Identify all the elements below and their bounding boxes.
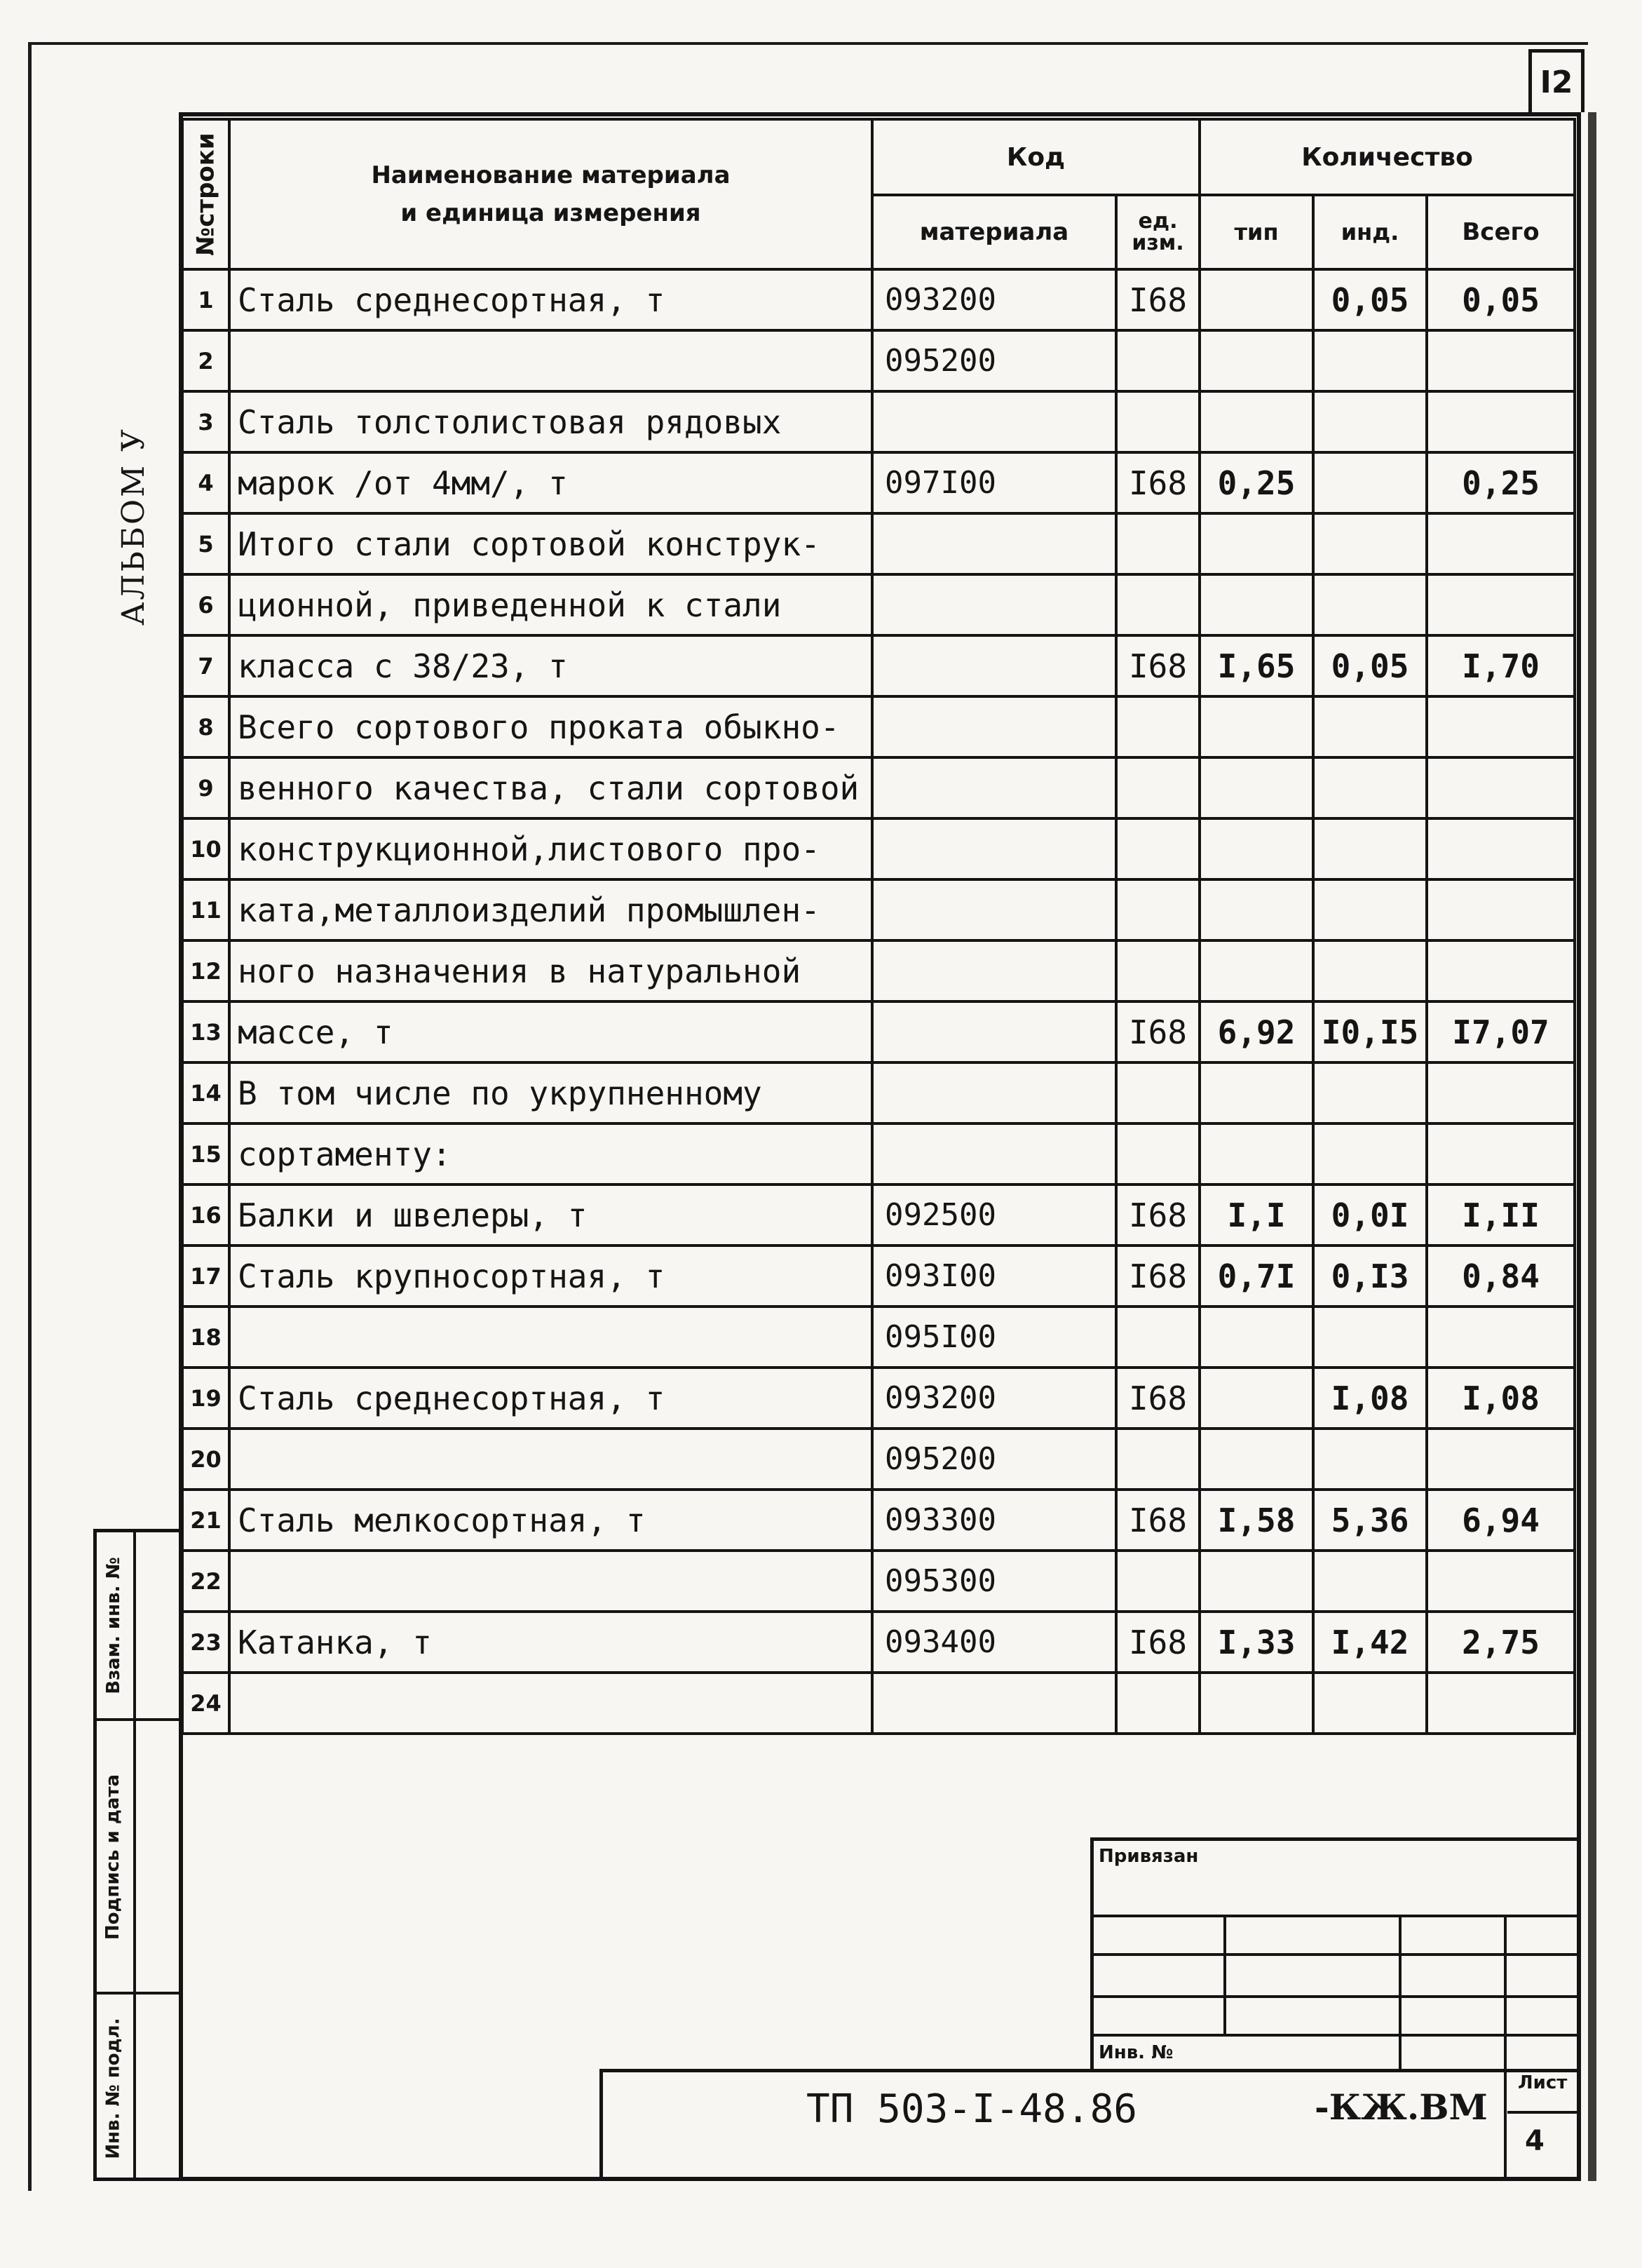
row-ind: 5,36 <box>1313 1490 1427 1551</box>
row-ind: I,08 <box>1313 1368 1427 1429</box>
header-qty-total: Всего <box>1427 195 1575 269</box>
row-type <box>1200 696 1313 757</box>
row-ind <box>1313 757 1427 818</box>
row-total <box>1427 757 1575 818</box>
row-total <box>1427 391 1575 452</box>
table-row <box>182 269 1575 330</box>
table-row <box>182 940 1575 1001</box>
row-total <box>1427 1123 1575 1184</box>
row-unit: I68 <box>1116 1246 1200 1307</box>
row-number: 24 <box>182 1673 229 1734</box>
row-type: 0,7I <box>1200 1246 1313 1307</box>
row-total: 6,94 <box>1427 1490 1575 1551</box>
row-code <box>872 635 1116 696</box>
row-number: 14 <box>182 1062 229 1123</box>
row-ind <box>1313 330 1427 391</box>
row-type <box>1200 1368 1313 1429</box>
row-number: 12 <box>182 940 229 1001</box>
row-name <box>229 1429 872 1490</box>
table-row <box>182 1368 1575 1429</box>
table-row <box>182 330 1575 391</box>
row-ind: 0,I3 <box>1313 1246 1427 1307</box>
table-row <box>182 1184 1575 1246</box>
sheet-number: I2 <box>1528 49 1585 112</box>
row-number: 6 <box>182 574 229 635</box>
row-unit <box>1116 696 1200 757</box>
row-code: 093I00 <box>872 1246 1116 1307</box>
row-unit: I68 <box>1116 269 1200 330</box>
row-ind <box>1313 1307 1427 1368</box>
side-label-inv-podl: Инв. № подл. <box>102 2017 124 2159</box>
row-code <box>872 391 1116 452</box>
row-code: 095200 <box>872 330 1116 391</box>
side-label-podpis: Подпись и дата <box>102 1774 124 1940</box>
row-type <box>1200 818 1313 879</box>
row-unit <box>1116 513 1200 574</box>
table-row <box>182 696 1575 757</box>
row-ind <box>1313 879 1427 940</box>
row-type <box>1200 1673 1313 1734</box>
row-type <box>1200 391 1313 452</box>
table-row <box>182 1429 1575 1490</box>
row-ind <box>1313 818 1427 879</box>
row-type <box>1200 1062 1313 1123</box>
row-unit <box>1116 818 1200 879</box>
row-total <box>1427 1062 1575 1123</box>
header-code-material: материала <box>872 195 1116 269</box>
header-row-number: №строки <box>182 119 229 269</box>
row-type <box>1200 513 1313 574</box>
row-total <box>1427 1551 1575 1612</box>
row-total: I,08 <box>1427 1368 1575 1429</box>
table-row <box>182 635 1575 696</box>
row-code <box>872 513 1116 574</box>
row-number: 15 <box>182 1123 229 1184</box>
row-total: 0,25 <box>1427 452 1575 513</box>
row-unit <box>1116 1429 1200 1490</box>
privyazan-label: Привязан <box>1099 1846 1199 1867</box>
list-label: Лист <box>1518 2072 1568 2093</box>
document-suffix: -КЖ.ВМ <box>1315 2086 1488 2128</box>
row-number: 17 <box>182 1246 229 1307</box>
row-number: 18 <box>182 1307 229 1368</box>
row-code: 093300 <box>872 1490 1116 1551</box>
table-row <box>182 1001 1575 1062</box>
row-code: 095200 <box>872 1429 1116 1490</box>
row-total <box>1427 818 1575 879</box>
row-name: марок /от 4мм/, т <box>229 452 872 513</box>
row-total: 2,75 <box>1427 1612 1575 1673</box>
row-ind: I0,I5 <box>1313 1001 1427 1062</box>
row-unit <box>1116 757 1200 818</box>
row-ind <box>1313 391 1427 452</box>
row-ind <box>1313 940 1427 1001</box>
table-row <box>182 1307 1575 1368</box>
row-ind <box>1313 1429 1427 1490</box>
row-type: I,I <box>1200 1184 1313 1246</box>
row-type: 6,92 <box>1200 1001 1313 1062</box>
row-code <box>872 1673 1116 1734</box>
row-number: 23 <box>182 1612 229 1673</box>
row-type <box>1200 269 1313 330</box>
row-ind <box>1313 1673 1427 1734</box>
row-type <box>1200 330 1313 391</box>
list-divider <box>1507 2111 1581 2114</box>
row-name: Сталь среднесортная, т <box>229 269 872 330</box>
row-name: Сталь крупносортная, т <box>229 1246 872 1307</box>
row-number: 11 <box>182 879 229 940</box>
album-text: АЛЬБОМ У <box>115 426 151 626</box>
row-total: I7,07 <box>1427 1001 1575 1062</box>
row-unit <box>1116 391 1200 452</box>
row-unit: I68 <box>1116 1001 1200 1062</box>
document-code: ТП 503-I-48.86 <box>806 2086 1138 2132</box>
row-number: 21 <box>182 1490 229 1551</box>
list-number: 4 <box>1525 2125 1545 2157</box>
row-type <box>1200 1551 1313 1612</box>
row-code: 097I00 <box>872 452 1116 513</box>
row-number: 1 <box>182 269 229 330</box>
row-ind: 0,0I <box>1313 1184 1427 1246</box>
row-type <box>1200 879 1313 940</box>
row-unit: I68 <box>1116 635 1200 696</box>
side-stamp-line <box>93 1992 180 1994</box>
row-type: 0,25 <box>1200 452 1313 513</box>
row-ind <box>1313 1551 1427 1612</box>
row-name: массе, т <box>229 1001 872 1062</box>
row-ind: 0,05 <box>1313 269 1427 330</box>
row-code <box>872 696 1116 757</box>
header-code: Код <box>872 119 1200 195</box>
row-ind <box>1313 574 1427 635</box>
row-code <box>872 757 1116 818</box>
row-code: 093200 <box>872 269 1116 330</box>
materials-table <box>181 118 1576 1735</box>
row-type <box>1200 757 1313 818</box>
row-total: 0,84 <box>1427 1246 1575 1307</box>
row-code: 092500 <box>872 1184 1116 1246</box>
row-unit <box>1116 1062 1200 1123</box>
table-row <box>182 818 1575 879</box>
header-qty-ind: инд. <box>1313 195 1427 269</box>
row-code <box>872 940 1116 1001</box>
row-unit <box>1116 574 1200 635</box>
row-total <box>1427 1429 1575 1490</box>
row-type: I,65 <box>1200 635 1313 696</box>
row-name: ката,металлоизделий промышлен- <box>229 879 872 940</box>
row-code: 095I00 <box>872 1307 1116 1368</box>
row-ind <box>1313 1123 1427 1184</box>
table-row <box>182 452 1575 513</box>
row-unit <box>1116 1307 1200 1368</box>
table-row <box>182 1062 1575 1123</box>
row-ind <box>1313 452 1427 513</box>
row-name: класса с 38/23, т <box>229 635 872 696</box>
row-unit <box>1116 1123 1200 1184</box>
row-name: ционной, приведенной к стали <box>229 574 872 635</box>
row-code: 095300 <box>872 1551 1116 1612</box>
row-name: конструкционной,листового про- <box>229 818 872 879</box>
row-type <box>1200 574 1313 635</box>
row-number: 13 <box>182 1001 229 1062</box>
table-row <box>182 391 1575 452</box>
header-quantity: Количество <box>1200 119 1575 195</box>
row-number: 9 <box>182 757 229 818</box>
row-number: 5 <box>182 513 229 574</box>
row-type: I,33 <box>1200 1612 1313 1673</box>
row-number: 16 <box>182 1184 229 1246</box>
row-unit: I68 <box>1116 1612 1200 1673</box>
row-number: 2 <box>182 330 229 391</box>
row-name: венного качества, стали сортовой <box>229 757 872 818</box>
row-total: 0,05 <box>1427 269 1575 330</box>
row-total <box>1427 879 1575 940</box>
row-number: 3 <box>182 391 229 452</box>
row-name: Сталь толстолистовая рядовых <box>229 391 872 452</box>
row-unit: I68 <box>1116 1490 1200 1551</box>
row-total: I,II <box>1427 1184 1575 1246</box>
table-row <box>182 879 1575 940</box>
header-code-unit: ед. изм. <box>1116 195 1200 269</box>
row-total <box>1427 330 1575 391</box>
table-row <box>182 513 1575 574</box>
row-number: 4 <box>182 452 229 513</box>
row-unit: I68 <box>1116 452 1200 513</box>
side-stamp-divider <box>133 1529 136 2181</box>
row-ind <box>1313 513 1427 574</box>
row-ind: 0,05 <box>1313 635 1427 696</box>
table-row <box>182 1551 1575 1612</box>
row-unit <box>1116 330 1200 391</box>
row-name <box>229 330 872 391</box>
row-total <box>1427 940 1575 1001</box>
side-label-vzam: Взам. инв. № <box>102 1556 124 1694</box>
row-number: 20 <box>182 1429 229 1490</box>
row-total <box>1427 1673 1575 1734</box>
table-row <box>182 1612 1575 1673</box>
row-name <box>229 1307 872 1368</box>
album-label <box>112 421 154 631</box>
row-code <box>872 1123 1116 1184</box>
table-row <box>182 1673 1575 1734</box>
row-code <box>872 818 1116 879</box>
row-ind <box>1313 1062 1427 1123</box>
row-name: Сталь мелкосортная, т <box>229 1490 872 1551</box>
row-code <box>872 1062 1116 1123</box>
row-number: 10 <box>182 818 229 879</box>
row-number: 19 <box>182 1368 229 1429</box>
row-unit <box>1116 1551 1200 1612</box>
row-ind: I,42 <box>1313 1612 1427 1673</box>
frame-right-edge <box>1588 112 1596 2181</box>
row-number: 22 <box>182 1551 229 1612</box>
row-name <box>229 1551 872 1612</box>
row-code <box>872 879 1116 940</box>
row-type: I,58 <box>1200 1490 1313 1551</box>
row-name: ного назначения в натуральной <box>229 940 872 1001</box>
row-name: Итого стали сортовой конструк- <box>229 513 872 574</box>
header-material-name: Наименование материала и единица измерения <box>229 119 872 269</box>
row-type <box>1200 940 1313 1001</box>
row-total <box>1427 513 1575 574</box>
row-total <box>1427 1307 1575 1368</box>
row-total <box>1427 574 1575 635</box>
row-name: Балки и швелеры, т <box>229 1184 872 1246</box>
row-type <box>1200 1123 1313 1184</box>
row-name: сортаменту: <box>229 1123 872 1184</box>
row-number: 7 <box>182 635 229 696</box>
row-code <box>872 574 1116 635</box>
row-type <box>1200 1307 1313 1368</box>
table-row <box>182 1123 1575 1184</box>
row-name: Катанка, т <box>229 1612 872 1673</box>
row-code: 093400 <box>872 1612 1116 1673</box>
row-type <box>1200 1429 1313 1490</box>
row-unit <box>1116 940 1200 1001</box>
table-row <box>182 1490 1575 1551</box>
row-unit: I68 <box>1116 1368 1200 1429</box>
row-code: 093200 <box>872 1368 1116 1429</box>
row-number: 8 <box>182 696 229 757</box>
side-stamp-line <box>93 1718 180 1721</box>
row-unit <box>1116 1673 1200 1734</box>
row-name: Всего сортового проката обыкно- <box>229 696 872 757</box>
row-name <box>229 1673 872 1734</box>
inv-no-label: Инв. № <box>1099 2042 1174 2063</box>
row-name: Сталь среднесортная, т <box>229 1368 872 1429</box>
row-ind <box>1313 696 1427 757</box>
table-row <box>182 757 1575 818</box>
header-qty-type: тип <box>1200 195 1313 269</box>
table-row <box>182 1246 1575 1307</box>
row-total <box>1427 696 1575 757</box>
row-code <box>872 1001 1116 1062</box>
row-unit: I68 <box>1116 1184 1200 1246</box>
row-unit <box>1116 879 1200 940</box>
row-total: I,70 <box>1427 635 1575 696</box>
table-row <box>182 574 1575 635</box>
row-name: В том числе по укрупненному <box>229 1062 872 1123</box>
